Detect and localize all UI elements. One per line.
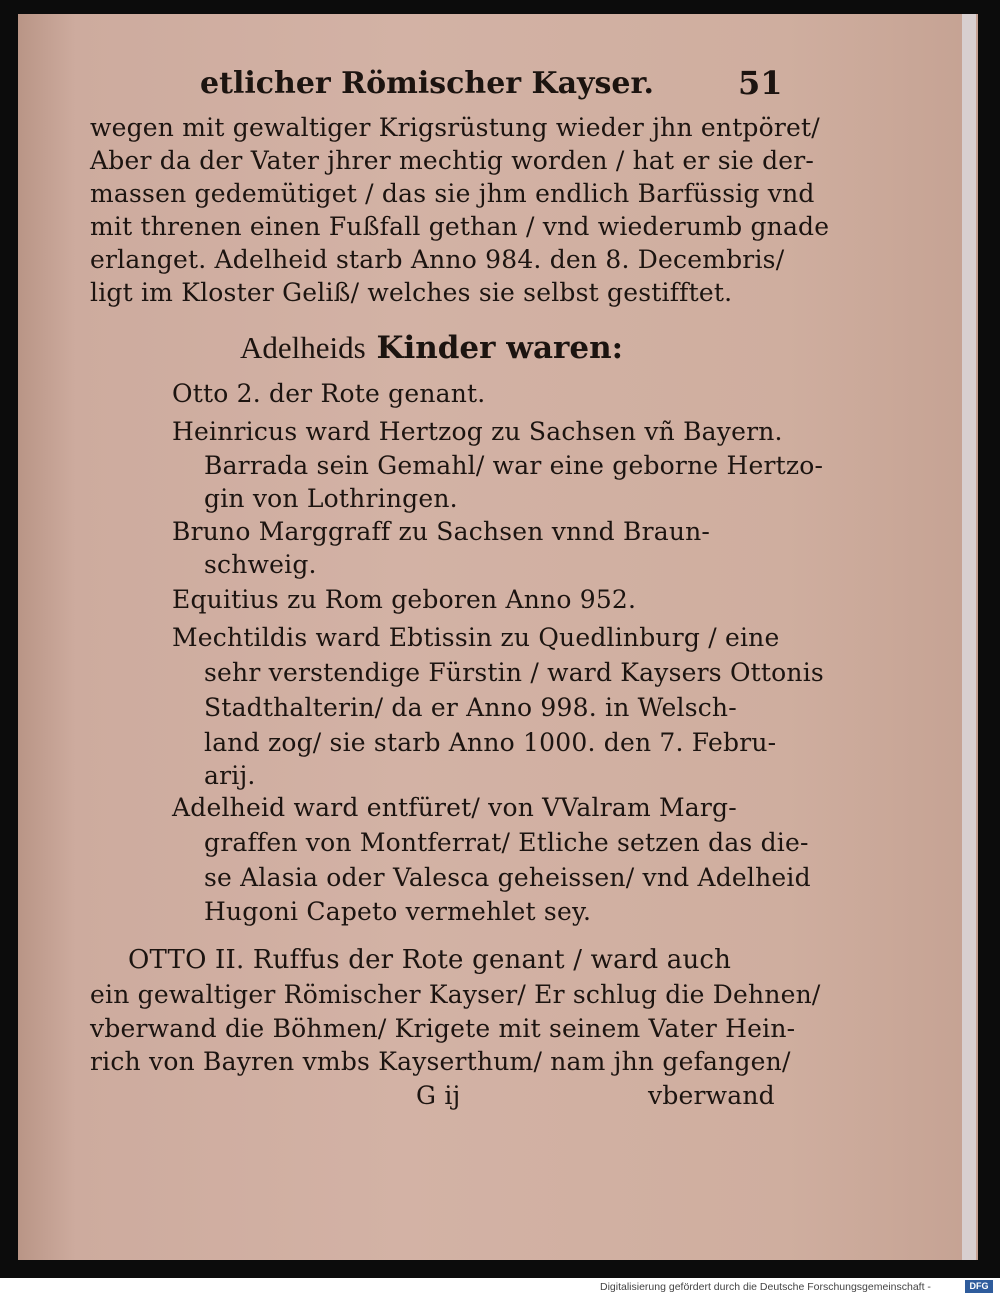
running-head: etlicher Römischer Kayser. — [200, 66, 654, 101]
list-item-line: arij. — [204, 761, 256, 790]
list-item-line: Heinricus ward Hertzog zu Sachsen vñ Bayern. — [172, 417, 783, 446]
text-line: vberwand die Böhmen/ Krigete mit seinem Vater Hein- — [90, 1014, 796, 1043]
page-edge — [962, 14, 976, 1260]
text-line: OTTO II. Ruffus der Rote genant / ward auch — [128, 945, 732, 975]
section-heading — [240, 330, 623, 366]
text-line: ligt im Kloster Geliß/ welches sie selbst gestifftet. — [90, 278, 733, 307]
heading-rest: Kinder waren: — [376, 330, 624, 366]
text-line: mit threnen einen Fußfall gethan / vnd wiederumb gnade — [90, 212, 830, 241]
list-item-line: sehr verstendige Fürstin / ward Kaysers Ottonis — [204, 658, 824, 687]
list-item-line: Bruno Marggraff zu Sachsen vnnd Braun- — [172, 517, 711, 546]
list-item-line: gin von Lothringen. — [204, 484, 458, 513]
list-item-line: graffen von Montferrat/ Etliche setzen das die- — [204, 828, 809, 857]
list-item-line: se Alasia oder Valesca geheissen/ vnd Adelheid — [204, 863, 811, 892]
list-item-line: Equitius zu Rom geboren Anno 952. — [172, 585, 637, 614]
text-line: erlanget. Adelheid starb Anno 984. den 8. Decembris/ — [90, 245, 785, 274]
signature-mark: G ij — [416, 1081, 461, 1110]
list-item-line: schweig. — [204, 550, 317, 579]
list-item-line: Otto 2. der Rote genant. — [172, 379, 486, 408]
text-line: Aber da der Vater jhrer mechtig worden / hat er sie der- — [90, 146, 815, 175]
dfg-logo: DFG — [965, 1280, 993, 1293]
text-line: rich von Bayren vmbs Kayserthum/ nam jhn gefangen/ — [90, 1047, 791, 1076]
list-item-line: Mechtildis ward Ebtissin zu Quedlinburg / eine — [172, 623, 780, 652]
text-line: massen gedemütiget / das sie jhm endlich Barfüssig vnd — [90, 179, 815, 208]
catchword: vberwand — [648, 1081, 775, 1110]
list-item-line: Stadthalterin/ da er Anno 998. in Welsch- — [204, 693, 737, 722]
list-item-line: Adelheid ward entfüret/ von VValram Marg- — [172, 793, 737, 822]
text-line: ein gewaltiger Römischer Kayser/ Er schlug die Dehnen/ — [90, 980, 821, 1009]
heading-name: Adelheids — [240, 330, 366, 365]
digitization-credit: Digitalisierung gefördert durch die Deutsche Forschungsgemeinschaft - — [600, 1281, 931, 1293]
page-number: 51 — [738, 64, 783, 102]
list-item-line: Barrada sein Gemahl/ war eine geborne Hertzo- — [204, 451, 824, 480]
text-line: wegen mit gewaltiger Krigsrüstung wieder jhn entpöret/ — [90, 113, 820, 142]
list-item-line: Hugoni Capeto vermehlet sey. — [204, 897, 592, 926]
list-item-line: land zog/ sie starb Anno 1000. den 7. Febru- — [204, 728, 777, 757]
